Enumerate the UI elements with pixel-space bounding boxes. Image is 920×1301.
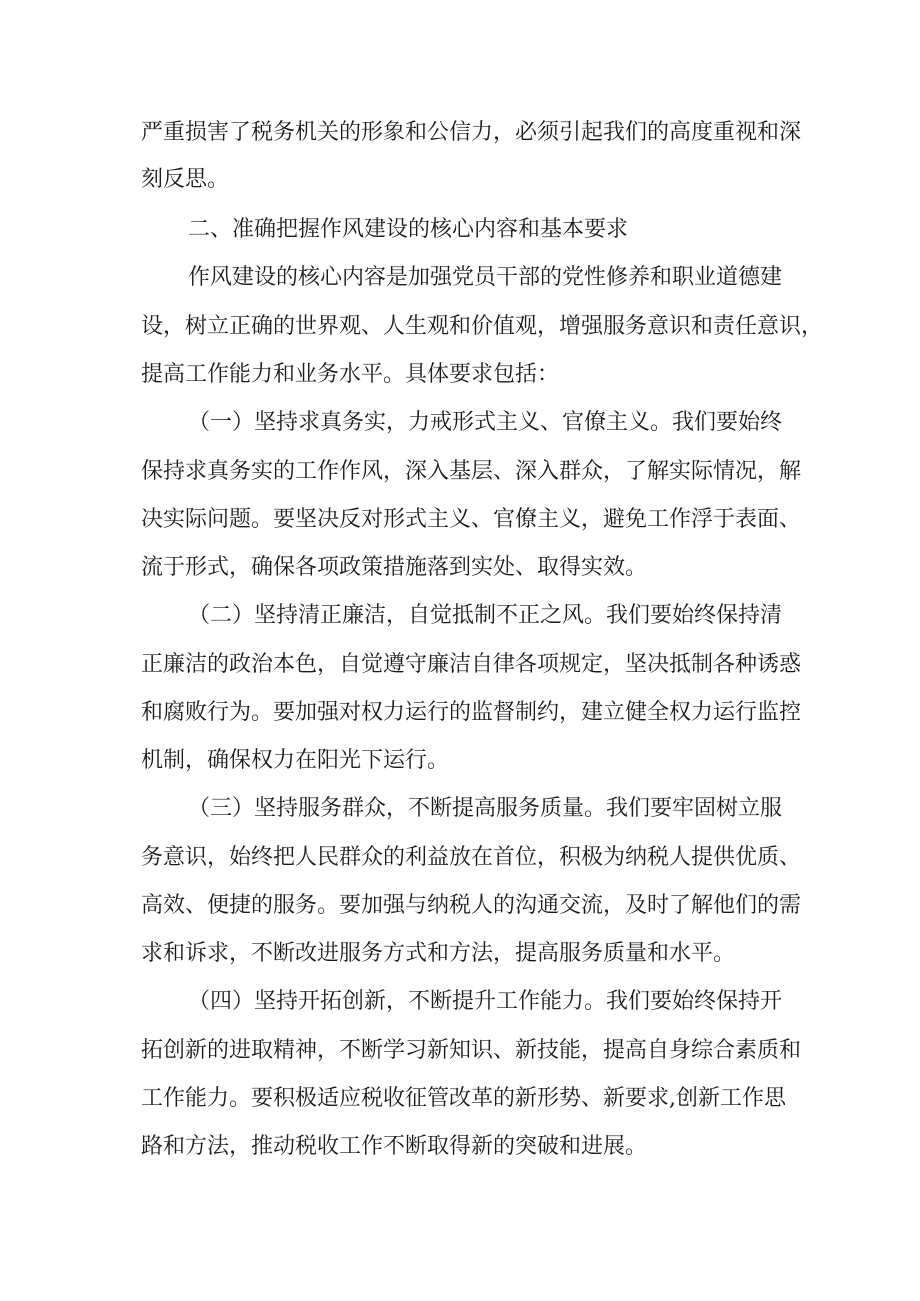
text-line: 务意识，始终把人民群众的利益放在首位，积极为纳税人提供优质、 [141,845,802,870]
text-line: 正廉洁的政治本色，自觉遵守廉洁自律各项规定，坚决抵制各种诱惑 [141,652,802,677]
text-line: 高效、便捷的服务。要加强与纳税人的沟通交流，及时了解他们的需 [141,893,802,918]
text-line: 决实际问题。要坚决反对形式主义、官僚主义，避免工作浮于表面、 [141,507,802,532]
text-line: 保持求真务实的工作作风，深入基层、深入群众，了解实际情况，解 [141,459,802,484]
text-line: 路和方法，推动税收工作不断取得新的突破和进展。 [141,1134,648,1159]
text-line: （一）坚持求真务实，力戒形式主义、官僚主义。我们要始终 [188,410,783,435]
text-line: （四）坚持开拓创新，不断提升工作能力。我们要始终保持开 [188,989,783,1014]
text-line: 工作能力。要积极适应税收征管改革的新形势、新要求,创新工作思 [141,1086,786,1111]
text-line: （二）坚持清正廉洁，自觉抵制不正之风。我们要始终保持清 [188,603,783,628]
text-line: 拓创新的进取精神，不断学习新知识、新技能，提高自身综合素质和 [141,1038,802,1063]
text-line: 严重损害了税务机关的形象和公信力，必须引起我们的高度重视和深 [141,120,802,145]
text-line: 作风建设的核心内容是加强党员干部的党性修养和职业道德建 [188,265,783,290]
text-line: 流于形式，确保各项政策措施落到实处、取得实效。 [141,555,648,580]
text-line: 求和诉求，不断改进服务方式和方法，提高服务质量和水平。 [141,941,736,966]
text-line: 设，树立正确的世界观、人生观和价值观，增强服务意识和责任意识， [141,314,824,339]
text-line: 提高工作能力和业务水平。具体要求包括： [141,362,560,387]
text-line: 机制，确保权力在阳光下运行。 [141,748,450,773]
text-line: 和腐败行为。要加强对权力运行的监督制约，建立健全权力运行监控 [141,700,802,725]
text-line: 刻反思。 [141,167,230,192]
text-line: （三）坚持服务群众，不断提高服务质量。我们要牢固树立服 [188,796,783,821]
section-heading: 二、准确把握作风建设的核心内容和基本要求 [188,217,629,242]
